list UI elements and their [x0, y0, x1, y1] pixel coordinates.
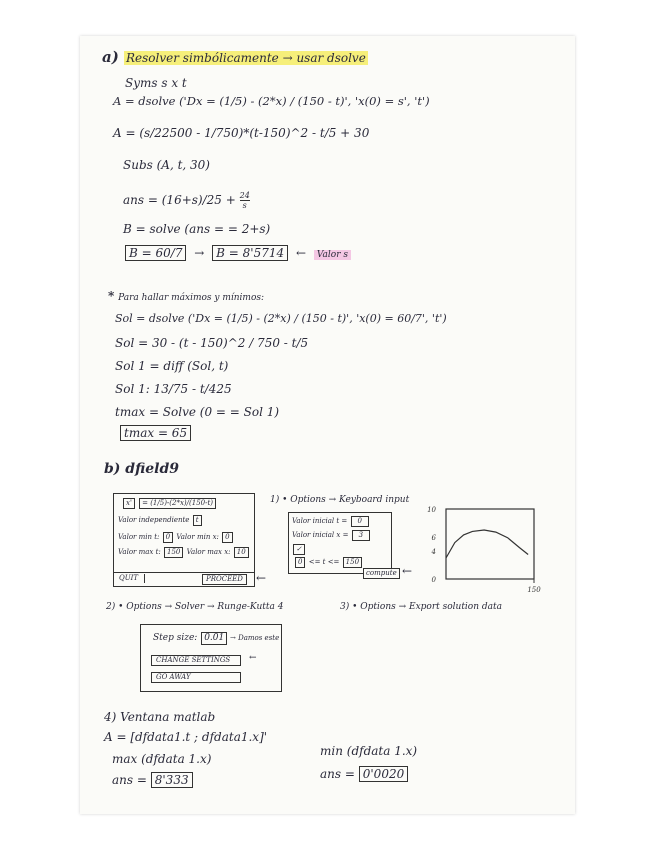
indep-row: Valor independiente t [118, 515, 203, 526]
min-line: min (dfdata 1.x) [320, 744, 418, 758]
dsolve-line: A = dsolve ('Dx = (1/5) - (2*x) / (150 - t)', 'x(0) = s', 't') [113, 94, 430, 108]
sol1-result: Sol 1: 13/75 - t/425 [115, 382, 232, 396]
step-size-row: Step size: 0.01 [153, 632, 228, 645]
tmax-solve-line: tmax = Solve (0 = = Sol 1) [115, 405, 280, 419]
notebook-page [80, 36, 575, 814]
sol1-line: Sol 1 = diff (Sol, t) [115, 359, 229, 373]
section-a-title: Resolver simbólicamente → usar dsolve [126, 51, 366, 65]
B-results: B = 60/7 → B = 8'5714 ← Valor s [125, 246, 351, 261]
matlab-A-line: A = [dfdata1.t ; dfdata1.x]' [104, 730, 268, 744]
change-arrow: ← [249, 653, 257, 663]
init-t-row: Valor inicial t = 0 [292, 516, 370, 527]
x-tick-label: 150 [527, 586, 541, 594]
B-box-decimal: B = 8'5714 [212, 245, 288, 261]
change-settings-sketch: CHANGE SETTINGS [151, 655, 241, 666]
max-line: max (dfdata 1.x) [112, 752, 212, 766]
B-box: B = 60/7 [125, 245, 186, 261]
extrema-title: * Para hallar máximos y mínimos: [108, 289, 265, 303]
step-note: → Damos este [230, 634, 280, 642]
dfield-window-sketch [113, 493, 255, 587]
B-solve-line: B = solve (ans = = 2+s) [123, 222, 271, 236]
solution-plot [420, 501, 560, 601]
max-value-box: 8'333 [151, 772, 193, 788]
syms-line: Syms s x t [125, 76, 187, 90]
fraction: $\frac{24}{s}$ [239, 191, 250, 210]
tmax-result: tmax = 65 [120, 426, 191, 440]
step1-note: 1) • Options → Keyboard input [270, 495, 410, 505]
go-away-sketch: GO AWAY [151, 672, 241, 683]
max-ans: ans = 8'333 [112, 773, 193, 787]
proceed-arrow: ← [256, 571, 267, 585]
subs-line: Subs (A, t, 30) [123, 158, 210, 172]
dsolve-result: A = (s/22500 - 1/750)*(t-150)^2 - t/5 + 30 [113, 126, 370, 140]
y-tick-label: 6 [431, 534, 436, 542]
keyboard-input-sketch [288, 512, 392, 574]
compute-button-sketch: compute [363, 568, 400, 579]
matlab-heading: 4) Ventana matlab [104, 710, 216, 724]
window-divider [114, 572, 254, 573]
min-row: Valor min t: 0 Valor min x: 0 [118, 532, 234, 543]
quit-button-sketch: QUIT [119, 574, 145, 583]
y-tick-label: 10 [427, 506, 436, 514]
checkbox-sketch: ✓ [292, 544, 306, 555]
sol-result: Sol = 30 - (t - 150)^2 / 750 - t/5 [115, 336, 309, 350]
max-row: Valor max t: 150 Valor max x: 10 [118, 547, 250, 558]
y-tick-label: 4 [431, 548, 436, 556]
ans-line: ans = (16+s)/25 + $\frac{24}{s}$ [123, 191, 250, 210]
valor-s-label: Valor s [314, 250, 351, 260]
min-value-box: 0'0020 [359, 766, 408, 782]
range-row: 0 <= t <= 150 [294, 557, 363, 568]
proceed-button-sketch: PROCEED [202, 574, 247, 585]
section-b-title: b) dfield9 [104, 461, 180, 477]
min-ans: ans = 0'0020 [320, 767, 408, 781]
plot-frame [446, 509, 534, 579]
step2-note: 2) • Options → Solver → Runge-Kutta 4 [106, 602, 284, 612]
section-a-label: a) [102, 48, 119, 66]
equation-row: x' = (1/5)-(2*x)/(150-t) [122, 498, 217, 509]
series-line [446, 530, 528, 558]
sol-line: Sol = dsolve ('Dx = (1/5) - (2*x) / (150 - t)', 'x(0) = 60/7', 't') [115, 312, 447, 325]
init-x-row: Valor inicial x = 3 [292, 530, 371, 541]
y-tick-label: 0 [431, 576, 436, 584]
step3-note: 3) • Options → Export solution data [340, 602, 502, 612]
compute-arrow: ← [402, 564, 413, 578]
